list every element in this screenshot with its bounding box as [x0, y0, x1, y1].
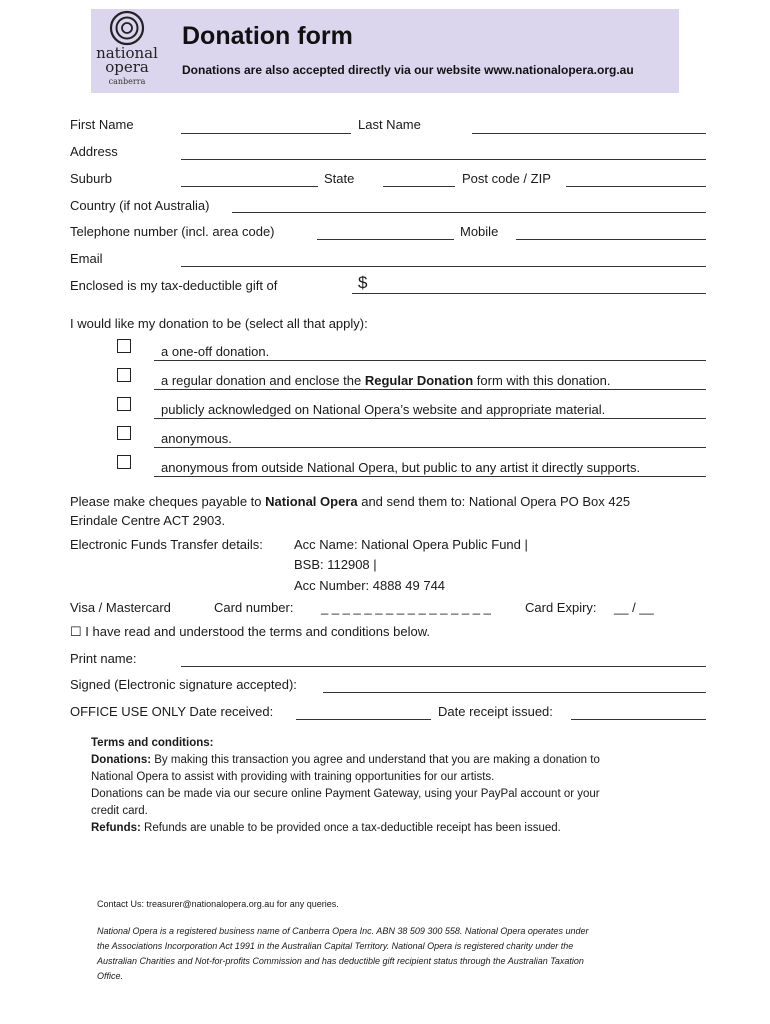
currency-symbol: $: [358, 273, 368, 292]
terms-agree-checkbox[interactable]: ☐ I have read and understood the terms and conditions below.: [70, 624, 430, 639]
postcode-field[interactable]: [566, 186, 706, 187]
logo-line1: national: [96, 44, 158, 62]
last-name-label: Last Name: [358, 117, 421, 132]
eft-bsb: BSB: 112908 |: [294, 557, 377, 572]
suburb-label: Suburb: [70, 171, 112, 186]
address-field[interactable]: [181, 159, 706, 160]
telephone-label: Telephone number (incl. area code): [70, 224, 275, 239]
receipt-issued-field[interactable]: [571, 719, 706, 720]
country-label: Country (if not Australia): [70, 198, 210, 213]
option-one-off-label: a one-off donation.: [161, 344, 270, 359]
email-label: Email: [70, 251, 103, 266]
eft-acc-number: Acc Number: 4888 49 744: [294, 578, 446, 593]
email-field[interactable]: [181, 266, 706, 267]
card-type-label: Visa / Mastercard: [70, 600, 171, 615]
option-anonymous-checkbox[interactable]: [117, 426, 131, 440]
option-one-off-checkbox[interactable]: [117, 339, 131, 353]
logo: [96, 10, 158, 86]
terms-heading: Terms and conditions:: [91, 737, 214, 749]
suburb-field[interactable]: [181, 186, 318, 187]
postcode-label: Post code / ZIP: [462, 171, 551, 186]
header-banner: [91, 9, 679, 93]
mobile-field[interactable]: [516, 239, 706, 240]
option-public-label: publicly acknowledged on National Opera’s website and appropriate material.: [161, 402, 606, 417]
terms-section: Terms and conditions: Donations: By making this transaction you agree and understand that you are making a donation to National Opera to assist with providing with training opportunities for our artists. Donations can be made via our secure online Payment Gateway, using your PayPal account or your credit card. Refunds: Refunds are unable to be provided once a tax-deductible receipt has been issued.: [91, 737, 600, 834]
state-field[interactable]: [383, 186, 455, 187]
first-name-field[interactable]: [181, 133, 351, 134]
option-divider: [154, 476, 706, 477]
print-name-label: Print name:: [70, 651, 137, 666]
option-divider: [154, 360, 706, 361]
option-anonymous-label: anonymous.: [161, 431, 232, 446]
opera-swirl-icon: [109, 10, 145, 46]
option-divider: [154, 389, 706, 390]
card-expiry-field[interactable]: __ / __: [614, 600, 654, 615]
receipt-issued-label: Date receipt issued:: [438, 704, 553, 719]
option-regular-checkbox[interactable]: [117, 368, 131, 382]
option-divider: [154, 418, 706, 419]
logo-line2: opera: [105, 58, 149, 76]
option-regular-label: a regular donation and enclose the Regular Donation form with this donation.: [161, 373, 611, 388]
legal-notice: National Opera is a registered business name of Canberra Opera Inc. ABN 38 509 300 558. National Opera operates under the Associations Incorporation Act 1991 in the Australian Capital Territory. National Opera is registered charity under the Australian Charities and Not-for-profits Commission and has deductible gift recipient status through the Australian Taxation Office.: [97, 926, 589, 981]
signature-label: Signed (Electronic signature accepted):: [70, 677, 297, 692]
mobile-label: Mobile: [460, 224, 499, 239]
telephone-field[interactable]: [317, 239, 454, 240]
office-use-label: OFFICE USE ONLY Date received:: [70, 704, 274, 719]
card-number-label: Card number:: [214, 600, 294, 615]
option-public-checkbox[interactable]: [117, 397, 131, 411]
gift-amount-field[interactable]: [352, 293, 706, 294]
contact-text: Contact Us: treasurer@nationalopera.org.au for any queries.: [97, 899, 339, 909]
option-anonymous-outside-label: anonymous from outside National Opera, but public to any artist it directly supports.: [161, 460, 641, 475]
signature-field[interactable]: [323, 692, 706, 693]
donation-prompt: I would like my donation to be (select all that apply):: [70, 316, 368, 331]
option-divider: [154, 447, 706, 448]
gift-label: Enclosed is my tax-deductible gift of: [70, 278, 278, 293]
eft-label: Electronic Funds Transfer details:: [70, 537, 263, 552]
page-title: Donation form: [182, 22, 353, 50]
page-subtitle: Donations are also accepted directly via our website www.nationalopera.org.au: [182, 63, 634, 77]
country-field[interactable]: [232, 212, 706, 213]
first-name-label: First Name: [70, 117, 134, 132]
logo-line3: canberra: [108, 77, 146, 86]
state-label: State: [324, 171, 355, 186]
cheque-instructions: Please make cheques payable to National Opera and send them to: National Opera PO Box 425: [70, 494, 631, 509]
print-name-field[interactable]: [181, 666, 706, 667]
address-label: Address: [70, 144, 118, 159]
eft-acc-name: Acc Name: National Opera Public Fund |: [294, 537, 528, 552]
date-received-field[interactable]: [296, 719, 431, 720]
cheque-address: Erindale Centre ACT 2903.: [70, 513, 226, 528]
card-number-field[interactable]: _ _ _ _ _ _ _ _ _ _ _ _ _ _ _ _: [321, 600, 491, 615]
card-expiry-label: Card Expiry:: [525, 600, 597, 615]
option-anonymous-outside-checkbox[interactable]: [117, 455, 131, 469]
last-name-field[interactable]: [472, 133, 706, 134]
